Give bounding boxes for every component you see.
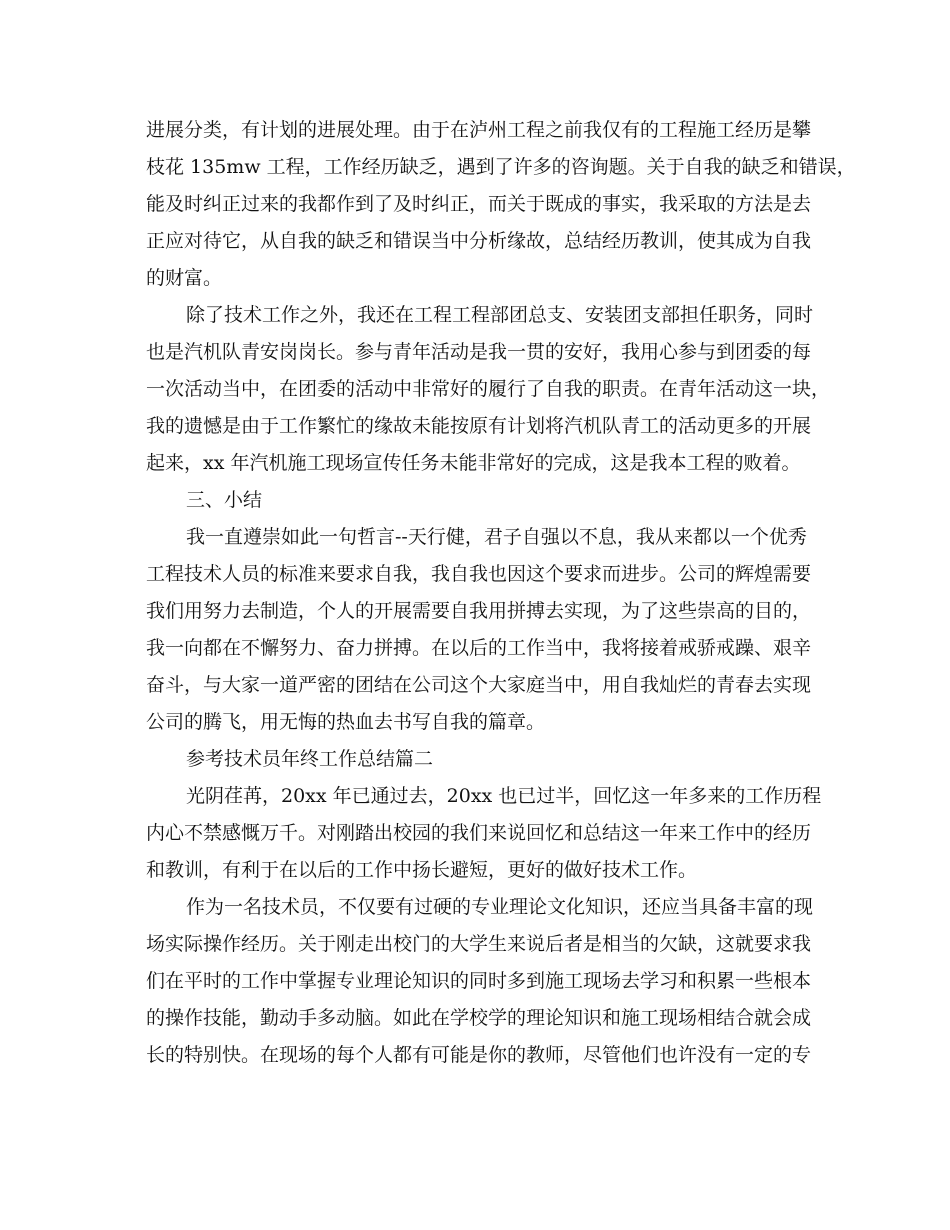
text-line: 正应对待它，从自我的缺乏和错误当中分析缘故，总结经历教训，使其成为自我 (146, 230, 812, 252)
text-line: 能及时纠正过来的我都作到了及时纠正，而关于既成的事实，我采取的方法是去 (146, 193, 812, 215)
text-line: 和教训，有利于在以后的工作中扬长避短，更好的做好技术工作。 (146, 859, 698, 881)
text-line: 起来，xx 年汽机施工现场宣传任务未能非常好的完成，这是我本工程的败着。 (146, 452, 801, 474)
text-line: 除了技术工作之外，我还在工程工程部团总支、安装团支部担任职务，同时 (186, 304, 814, 326)
text-line: 作为一名技术员，不仅要有过硬的专业理论文化知识，还应当具备丰富的现 (186, 896, 814, 918)
text-line: 我一直遵崇如此一句哲言--天行健，君子自强以不息，我从来都以一个优秀 (186, 526, 807, 548)
text-line: 公司的腾飞，用无悔的热血去书写自我的篇章。 (146, 711, 546, 733)
text-line: 枝花 135mw 工程，工作经历缺乏，遇到了许多的咨询题。关于自我的缺乏和错误， (146, 156, 856, 178)
section-heading: 三、小结 (186, 489, 263, 511)
section-heading: 参考技术员年终工作总结篇二 (186, 748, 434, 770)
text-line: 我们用努力去制造，个人的开展需要自我用拼搏去实现，为了这些崇高的目的， (146, 600, 812, 622)
text-line: 们在平时的工作中掌握专业理论知识的同时多到施工现场去学习和积累一些根本 (146, 970, 812, 992)
text-line: 场实际操作经历。关于刚走出校门的大学生来说后者是相当的欠缺，这就要求我 (146, 933, 812, 955)
text-line: 光阴荏苒，20xx 年已通过去，20xx 也已过半，回忆这一年多来的工作历程 (186, 785, 822, 807)
text-line: 也是汽机队青安岗岗长。参与青年活动是我一贯的安好，我用心参与到团委的每 (146, 341, 812, 363)
text-line: 工程技术人员的标准来要求自我，我自我也因这个要求而进步。公司的辉煌需要 (146, 563, 812, 585)
text-line: 进展分类，有计划的进展处理。由于在泸州工程之前我仅有的工程施工经历是攀 (146, 119, 812, 141)
text-line: 的操作技能，勤动手多动脑。如此在学校学的理论知识和施工现场相结合就会成 (146, 1007, 812, 1029)
text-line: 奋斗，与大家一道严密的团结在公司这个大家庭当中，用自我灿烂的青春去实现 (146, 674, 812, 696)
text-line: 的财富。 (146, 267, 223, 289)
text-line: 我一向都在不懈努力、奋力拼搏。在以后的工作当中，我将接着戒骄戒躁、艰辛 (146, 637, 812, 659)
text-line: 内心不禁感慨万千。对刚踏出校园的我们来说回忆和总结这一年来工作中的经历 (146, 822, 812, 844)
text-line: 长的特别快。在现场的每个人都有可能是你的教师，尽管他们也许没有一定的专 (146, 1044, 812, 1066)
text-line: 我的遗憾是由于工作繁忙的缘故未能按原有计划将汽机队青工的活动更多的开展 (146, 415, 812, 437)
text-line: 一次活动当中，在团委的活动中非常好的履行了自我的职责。在青年活动这一块， (146, 378, 831, 400)
